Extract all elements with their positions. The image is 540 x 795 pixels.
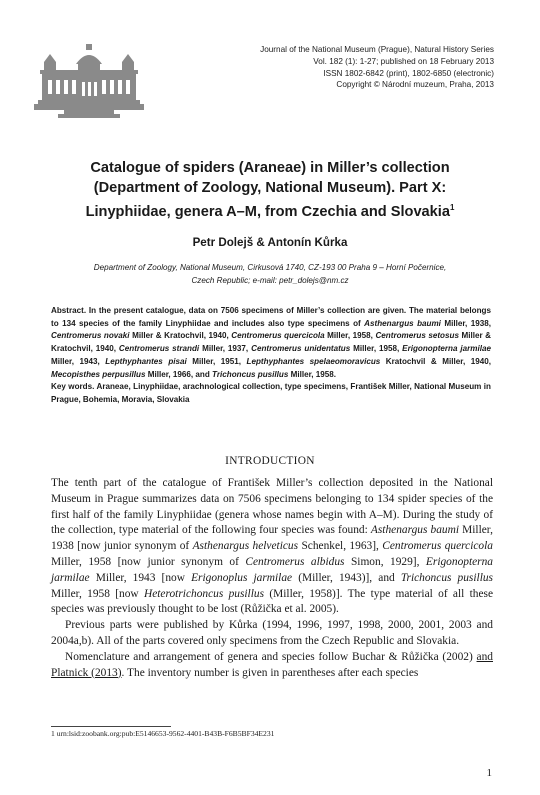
abstract-species-name: Lepthyphantes spelaeomoravicus: [246, 356, 381, 366]
abstract-species-author: Miller & Kratochvil, 1940,: [129, 331, 232, 341]
introduction-body: [51, 476, 493, 681]
intro-text: (Miller, 1943)], and: [292, 571, 401, 584]
intro-text: . The inventory number is given in parentheses after each species: [121, 666, 419, 679]
title-line-3: [40, 198, 500, 222]
abstract-species-name: Asthenargus baumi: [364, 318, 441, 328]
journal-volume: Vol. 182 (1): 1-27; published on 18 February 2013: [313, 56, 494, 66]
species-name: Centromerus quercicola: [382, 540, 493, 553]
abstract-intro: Abstract. In the present catalogue, data on 7506 specimens of Miller’s collection are given. The material belongs to 134 species of the family Linyphiidae and includes also type specimens of: [51, 306, 491, 328]
title-line-2: (Department of Zoology, National Museum). Part X:: [93, 180, 447, 196]
intro-text: (Miller, 1958)]. The type material of all these species was previously thought to be lost (Růžička et al. 2005).: [51, 587, 493, 616]
authors: Petr Dolejš & Antonín Kůrka: [192, 236, 348, 249]
abstract-species-name: Mecopisthes perpusillus: [51, 369, 146, 379]
intro-paragraph-3: [51, 650, 493, 682]
footnote: 1 urn:lsid:zoobank.org:pub:E5146653-9562-4401-B43B-F6B5BF34E231: [51, 729, 275, 738]
abstract-species-author: Miller, 1951,: [186, 356, 247, 366]
journal-header: [164, 44, 494, 91]
abstract: [51, 305, 491, 407]
journal-issn: ISSN 1802-6842 (print), 1802-6850 (electronic): [323, 68, 494, 78]
species-name: Trichoncus pusillus: [400, 571, 493, 584]
abstract-species-name: Erigonopterna jarmilae: [402, 344, 491, 354]
affiliation: [40, 262, 500, 287]
affiliation-line-1: Department of Zoology, National Museum, Cirkusová 1740, CZ-193 00 Praha 9 – Horní Počernice,: [93, 263, 447, 272]
abstract-species-author: Miller, 1938,: [440, 318, 491, 328]
title-line-1: Catalogue of spiders (Araneae) in Miller’s collection: [90, 160, 450, 176]
abstract-species-name: Lepthyphantes pisai: [105, 356, 187, 366]
abstract-text: [51, 305, 491, 381]
abstract-species-author: Miller, 1943,: [51, 356, 106, 366]
abstract-species-author: Miller, 1958,: [324, 331, 376, 341]
section-heading-introduction: INTRODUCTION: [225, 455, 315, 467]
species-name: Asthenargus baumi: [370, 524, 460, 537]
journal-series: Journal of the National Museum (Prague), Natural History Series: [260, 45, 494, 54]
abstract-species-name: Centromerus strandi: [118, 344, 200, 354]
journal-copyright: Copyright © Národní muzeum, Praha, 2013: [336, 80, 494, 90]
footnote-divider: [51, 726, 171, 727]
intro-text: Miller, 1958 [now: [51, 587, 144, 600]
abstract-species-author: Miller & Kratochvil, 1940,: [51, 331, 491, 354]
intro-text: The tenth part of the catalogue of František Miller’s collection deposited in the National Museum in Prague summarizes data on 7506 specimens belonging to 134 spider species of the first half of the family Linyphiidae (genera whose names begin with A–M). During the study of the collection, type material of the following four species was found:: [51, 477, 493, 537]
abstract-species-name: Centromerus quercicola: [231, 331, 325, 341]
intro-text: Miller, 1938 [now junior synonym of: [51, 524, 493, 553]
intro-text: Nomenclature and arrangement of genera and species follow Buchar & Růžička (2002): [65, 650, 477, 663]
species-name: Centromerus albidus: [245, 555, 345, 568]
species-name: Erigonopterna jarmilae: [51, 555, 493, 584]
title-footnote-mark: 1: [449, 203, 455, 212]
intro-text: Schenkel, 1963],: [298, 540, 383, 553]
reference-link[interactable]: and Platnick (2013): [51, 650, 493, 679]
intro-text: Miller, 1943 [now: [89, 571, 192, 584]
abstract-species-author: Miller, 1958.: [288, 369, 337, 379]
species-name: Erigonoplus jarmilae: [191, 571, 293, 584]
abstract-species-author: Miller, 1966, and: [145, 369, 213, 379]
title-line-3-text: Linyphiidae, genera A–M, from Czechia and Slovakia: [85, 204, 450, 220]
abstract-species-name: Centromerus setosus: [375, 331, 459, 341]
intro-paragraph-2: Previous parts were published by Kůrka (1994, 1996, 1997, 1998, 2000, 2001, 2003 and 2004a,b). All of the parts covered only specimens from the Czech Republic and Slovakia.: [51, 619, 493, 647]
intro-text: Simon, 1929],: [344, 555, 426, 568]
affiliation-line-2: Czech Republic; e-mail: petr_dolejs@nm.cz: [191, 275, 349, 285]
abstract-species-name: Centromerus novaki: [51, 331, 130, 341]
keywords: Key words. Araneae, Linyphiidae, arachnological collection, type specimens, František Miller, National Museum in Prague, Bohemia, Moravia, Slovakia: [51, 382, 491, 404]
page-number: 1: [486, 767, 492, 779]
intro-paragraph-1: [51, 476, 493, 618]
intro-text: Miller, 1958 [now junior synonym of: [51, 555, 246, 568]
national-museum-logo: [34, 40, 144, 118]
abstract-species-author: Miller, 1958,: [350, 344, 403, 354]
species-name: Heterotrichoncus pusillus: [143, 587, 265, 600]
abstract-species-name: Trichoncus pusillus: [212, 369, 289, 379]
abstract-species-name: Centromerus unidentatus: [251, 344, 351, 354]
abstract-species-author: Miller, 1937,: [199, 344, 252, 354]
abstract-species-author: Kratochvil & Miller, 1940,: [380, 356, 491, 366]
species-name: Asthenargus helveticus: [192, 540, 299, 553]
paper-title: [40, 158, 500, 222]
